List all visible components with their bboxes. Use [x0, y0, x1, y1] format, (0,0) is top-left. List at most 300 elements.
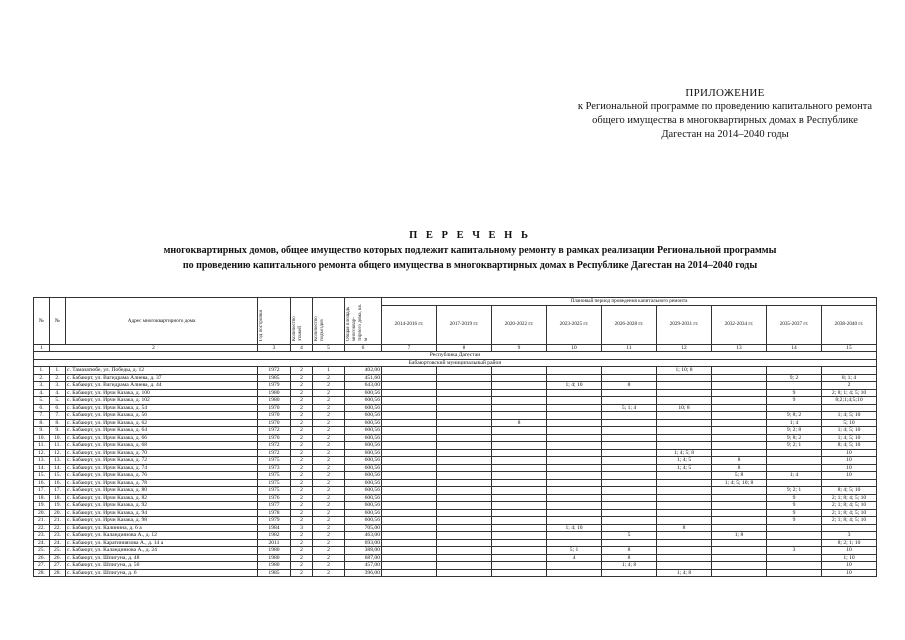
cell-period-5 — [602, 427, 657, 435]
cell-year: 1975 — [258, 457, 291, 465]
cell-area: 600,56 — [345, 449, 382, 457]
cell-area: 600,56 — [345, 412, 382, 420]
cell-period-9: 10 — [822, 569, 877, 577]
cell-en: 2 — [313, 562, 345, 570]
cell-period-5 — [602, 472, 657, 480]
cell-period-4 — [547, 472, 602, 480]
table-row — [34, 389, 877, 397]
cell-addr: с. Бабаюрт, ул. Ирчи Казака, д. 102 — [66, 397, 258, 405]
cell-n1: 16. — [34, 479, 50, 487]
document-title — [40, 228, 900, 273]
cell-addr: с. Бабаюрт, ул. Ирчи Казака, д. 80 — [66, 487, 258, 495]
cell-period-3 — [492, 382, 547, 390]
cell-en: 2 — [313, 487, 345, 495]
cell-n2: 2. — [50, 374, 66, 382]
cell-period-6: 1; 4; 8 — [657, 569, 712, 577]
table-row — [34, 494, 877, 502]
cell-period-1 — [382, 539, 437, 547]
cell-fl: 2 — [291, 442, 313, 450]
cell-period-3 — [492, 434, 547, 442]
header-address: Адрес многоквартирного дома — [66, 298, 258, 345]
cell-year: 1980 — [258, 547, 291, 555]
cell-period-6: 8 — [657, 524, 712, 532]
cell-n2: 12. — [50, 449, 66, 457]
appendix-line-1: к Региональной программе по проведению капитального ремонта — [577, 101, 873, 112]
cell-period-4 — [547, 427, 602, 435]
column-number-8: 8 — [437, 344, 492, 352]
cell-period-8: 9; 8; 2 — [767, 434, 822, 442]
cell-en: 2 — [313, 434, 345, 442]
cell-period-1 — [382, 389, 437, 397]
cell-fl: 2 — [291, 547, 313, 555]
cell-period-6: 10; 8 — [657, 404, 712, 412]
cell-period-2 — [437, 464, 492, 472]
cell-period-3 — [492, 554, 547, 562]
cell-addr: с. Бабаюрт, ул. Ирчи Казака, д. 94 — [66, 509, 258, 517]
cell-period-7 — [712, 539, 767, 547]
cell-n1: 2. — [34, 374, 50, 382]
cell-n1: 7. — [34, 412, 50, 420]
cell-period-3 — [492, 487, 547, 495]
cell-area: 600,56 — [345, 404, 382, 412]
cell-period-1 — [382, 479, 437, 487]
cell-period-6 — [657, 442, 712, 450]
header-year: Год постройки — [258, 298, 291, 345]
cell-en: 2 — [313, 539, 345, 547]
cell-area: 402,00 — [345, 367, 382, 375]
cell-n2: 17. — [50, 487, 66, 495]
cell-area: 643,00 — [345, 382, 382, 390]
cell-period-3 — [492, 494, 547, 502]
cell-year: 1980 — [258, 389, 291, 397]
cell-period-4 — [547, 397, 602, 405]
cell-period-4 — [547, 569, 602, 577]
cell-n1: 13. — [34, 457, 50, 465]
cell-period-7 — [712, 494, 767, 502]
table-row — [34, 547, 877, 555]
cell-period-9: 2; 1; 8; 4; 5; 10 — [822, 509, 877, 517]
cell-en: 2 — [313, 532, 345, 540]
cell-period-3 — [492, 457, 547, 465]
cell-period-6: 1; 4; 5 — [657, 464, 712, 472]
cell-period-9: 10 — [822, 547, 877, 555]
cell-n1: 20. — [34, 509, 50, 517]
column-number-11: 11 — [602, 344, 657, 352]
table-row — [34, 412, 877, 420]
cell-n2: 1. — [50, 367, 66, 375]
cell-period-5: 5 — [602, 532, 657, 540]
cell-period-3 — [492, 427, 547, 435]
cell-en: 2 — [313, 397, 345, 405]
cell-n2: 8. — [50, 419, 66, 427]
cell-period-9: 2 — [822, 382, 877, 390]
cell-period-6: 1; 4; 5; 8 — [657, 449, 712, 457]
cell-addr: с. Бабаюрт, ул. Шпигуна, д. 6 — [66, 569, 258, 577]
cell-addr: с. Бабаюрт, ул. Ирчи Казака, д. 82 — [66, 494, 258, 502]
cell-year: 1979 — [258, 517, 291, 525]
cell-period-6 — [657, 509, 712, 517]
cell-period-8 — [767, 569, 822, 577]
cell-n2: 21. — [50, 517, 66, 525]
cell-n1: 10. — [34, 434, 50, 442]
cell-n1: 9. — [34, 427, 50, 435]
cell-period-7 — [712, 412, 767, 420]
cell-en: 2 — [313, 464, 345, 472]
cell-period-8 — [767, 457, 822, 465]
cell-fl: 2 — [291, 494, 313, 502]
cell-period-7: 1; 4; 5; 10; 8 — [712, 479, 767, 487]
cell-n2: 7. — [50, 412, 66, 420]
cell-period-1 — [382, 554, 437, 562]
cell-addr: с. Бабаюрт, ул. Ирчи Казака, д. 64 — [66, 427, 258, 435]
cell-period-9: 2; 1; 8; 4; 5; 10 — [822, 494, 877, 502]
cell-area: 600,56 — [345, 487, 382, 495]
cell-period-6 — [657, 532, 712, 540]
cell-period-2 — [437, 502, 492, 510]
cell-period-6: 1; 10; 8 — [657, 367, 712, 375]
cell-year: 1973 — [258, 464, 291, 472]
cell-period-1 — [382, 524, 437, 532]
district-row: Бабаюртовский муниципальный район — [34, 359, 877, 367]
cell-n1: 24. — [34, 539, 50, 547]
table-row — [34, 517, 877, 525]
cell-area: 687,00 — [345, 554, 382, 562]
cell-n1: 28. — [34, 569, 50, 577]
cell-period-8 — [767, 524, 822, 532]
cell-period-4 — [547, 374, 602, 382]
cell-n1: 22. — [34, 524, 50, 532]
cell-addr: с. Бабаюрт, ул. Шпигуна, д. 48 — [66, 554, 258, 562]
cell-period-2 — [437, 547, 492, 555]
header-period-6: 2029-2031 гг. — [657, 305, 712, 344]
cell-en: 2 — [313, 389, 345, 397]
cell-period-8: 9 — [767, 494, 822, 502]
table-row — [34, 404, 877, 412]
cell-area: 388,00 — [345, 547, 382, 555]
cell-period-9: 10 — [822, 449, 877, 457]
cell-area: 396,00 — [345, 569, 382, 577]
cell-period-5 — [602, 494, 657, 502]
cell-period-4 — [547, 562, 602, 570]
cell-period-7 — [712, 419, 767, 427]
cell-period-6 — [657, 554, 712, 562]
cell-fl: 2 — [291, 457, 313, 465]
cell-period-3 — [492, 562, 547, 570]
cell-period-4 — [547, 502, 602, 510]
cell-period-3 — [492, 367, 547, 375]
cell-period-7 — [712, 434, 767, 442]
cell-addr: с. Бабаюрт, ул. Ирчи Казака, д. 68 — [66, 442, 258, 450]
header-period-3: 2020-2022 гг. — [492, 305, 547, 344]
cell-n1: 5. — [34, 397, 50, 405]
cell-year: 1972 — [258, 427, 291, 435]
cell-en: 2 — [313, 427, 345, 435]
cell-n2: 6. — [50, 404, 66, 412]
cell-period-2 — [437, 524, 492, 532]
cell-period-5 — [602, 434, 657, 442]
table-row — [34, 562, 877, 570]
column-number-7: 7 — [382, 344, 437, 352]
cell-period-5 — [602, 502, 657, 510]
cell-period-8 — [767, 449, 822, 457]
cell-period-6 — [657, 487, 712, 495]
cell-period-9 — [822, 479, 877, 487]
cell-year: 1972 — [258, 449, 291, 457]
cell-period-7 — [712, 554, 767, 562]
cell-period-1 — [382, 547, 437, 555]
title-line-2: по проведению капитального ремонта общего имущества в многоквартирных домах в Республике Дагестан на 2014–2040 годы — [182, 260, 758, 271]
cell-n2: 23. — [50, 532, 66, 540]
cell-period-1 — [382, 449, 437, 457]
cell-addr: с. Бабаюрт, ул. Ирчи Казака, д. 66 — [66, 434, 258, 442]
cell-period-5 — [602, 457, 657, 465]
cell-addr: с. Бабаюрт, ул. Калинина, д. 6 а — [66, 524, 258, 532]
cell-period-7: 5; 8 — [712, 472, 767, 480]
cell-en: 2 — [313, 449, 345, 457]
cell-year: 1976 — [258, 494, 291, 502]
title-heading: П Е Р Е Ч Е Н Ь — [409, 230, 531, 241]
cell-period-2 — [437, 479, 492, 487]
cell-fl: 2 — [291, 419, 313, 427]
table-row — [34, 449, 877, 457]
cell-period-2 — [437, 374, 492, 382]
cell-period-4 — [547, 404, 602, 412]
cell-period-3 — [492, 502, 547, 510]
cell-period-4 — [547, 517, 602, 525]
cell-fl: 2 — [291, 367, 313, 375]
cell-area: 600,56 — [345, 464, 382, 472]
column-number-5: 5 — [313, 344, 345, 352]
cell-addr: с. Бабаюрт, ул. Ирчи Казака, д. 54 — [66, 404, 258, 412]
cell-en: 2 — [313, 502, 345, 510]
table-row — [34, 509, 877, 517]
cell-n2: 22. — [50, 524, 66, 532]
cell-addr: с. Тамазатюбе, ул. Победы, д. 12 — [66, 367, 258, 375]
cell-period-3 — [492, 509, 547, 517]
cell-en: 2 — [313, 412, 345, 420]
cell-area: 600,56 — [345, 419, 382, 427]
cell-year: 1975 — [258, 487, 291, 495]
cell-period-3 — [492, 389, 547, 397]
cell-period-3 — [492, 539, 547, 547]
cell-n1: 12. — [34, 449, 50, 457]
cell-area: 600,56 — [345, 472, 382, 480]
table-row — [34, 487, 877, 495]
cell-period-1 — [382, 457, 437, 465]
cell-en: 2 — [313, 554, 345, 562]
cell-addr: с. Бабаюрт, ул. Ирчи Казака, д. 72 — [66, 457, 258, 465]
cell-n2: 13. — [50, 457, 66, 465]
cell-fl: 2 — [291, 509, 313, 517]
cell-period-8: 1; 4 — [767, 472, 822, 480]
table-row — [34, 457, 877, 465]
cell-period-5: 8 — [602, 554, 657, 562]
cell-period-9: 8;2;1;4;5;10 — [822, 397, 877, 405]
cell-year: 1985 — [258, 374, 291, 382]
cell-fl: 2 — [291, 562, 313, 570]
cell-year: 1984 — [258, 524, 291, 532]
column-number-15: 15 — [822, 344, 877, 352]
cell-period-5 — [602, 449, 657, 457]
table-row — [34, 479, 877, 487]
cell-addr: с. Бабаюрт, ул. Ирчи Казака, д. 98 — [66, 517, 258, 525]
table-row — [34, 442, 877, 450]
cell-period-2 — [437, 434, 492, 442]
table-row — [34, 427, 877, 435]
cell-addr: с. Бабаюрт, ул. Вагидрама Алиева, д. 44 — [66, 382, 258, 390]
cell-period-1 — [382, 509, 437, 517]
cell-year: 1980 — [258, 562, 291, 570]
cell-period-8: 3 — [767, 547, 822, 555]
cell-en: 2 — [313, 419, 345, 427]
cell-en: 2 — [313, 472, 345, 480]
cell-period-5: 5; 1; 4 — [602, 404, 657, 412]
cell-en: 2 — [313, 374, 345, 382]
cell-period-3 — [492, 464, 547, 472]
column-number-14: 14 — [767, 344, 822, 352]
cell-period-9: 8; 4; 5; 10 — [822, 487, 877, 495]
cell-period-7 — [712, 382, 767, 390]
cell-n2: 19. — [50, 502, 66, 510]
cell-addr: с. Бабаюрт, ул. Ирчи Казака, д. 76 — [66, 472, 258, 480]
table-row — [34, 502, 877, 510]
cell-period-2 — [437, 532, 492, 540]
cell-period-3 — [492, 532, 547, 540]
cell-period-9: 1; 4; 5; 10 — [822, 412, 877, 420]
cell-period-7 — [712, 509, 767, 517]
cell-period-9 — [822, 404, 877, 412]
cell-period-6 — [657, 479, 712, 487]
column-number-6: 6 — [345, 344, 382, 352]
cell-period-2 — [437, 427, 492, 435]
cell-area: 600,56 — [345, 494, 382, 502]
cell-period-8 — [767, 554, 822, 562]
cell-period-4 — [547, 449, 602, 457]
table-row — [34, 524, 877, 532]
cell-period-5 — [602, 464, 657, 472]
cell-area: 600,56 — [345, 389, 382, 397]
cell-fl: 2 — [291, 382, 313, 390]
cell-period-9: 1; 4; 5; 10 — [822, 434, 877, 442]
cell-period-5 — [602, 412, 657, 420]
cell-fl: 2 — [291, 517, 313, 525]
table-row — [34, 434, 877, 442]
appendix-line-3: Дагестан на 2014–2040 годы — [661, 129, 789, 140]
column-number-3: 3 — [258, 344, 291, 352]
cell-period-1 — [382, 442, 437, 450]
cell-period-6 — [657, 547, 712, 555]
cell-period-6 — [657, 502, 712, 510]
cell-period-1 — [382, 412, 437, 420]
header-period-8: 2035-2037 гг. — [767, 305, 822, 344]
cell-addr: с. Бабаюрт, ул. Вагидрама Алиева, д. 37 — [66, 374, 258, 382]
column-number-13: 13 — [712, 344, 767, 352]
cell-en: 2 — [313, 457, 345, 465]
cell-period-7: 8 — [712, 464, 767, 472]
cell-n2: 20. — [50, 509, 66, 517]
cell-en: 2 — [313, 569, 345, 577]
cell-year: 1975 — [258, 472, 291, 480]
cell-addr: с. Бабаюрт, ул. Ирчи Казака, д. 70 — [66, 449, 258, 457]
cell-n2: 15. — [50, 472, 66, 480]
cell-fl: 2 — [291, 539, 313, 547]
cell-period-1 — [382, 367, 437, 375]
cell-period-8: 9 — [767, 517, 822, 525]
header-period-5: 2026-2028 гг. — [602, 305, 657, 344]
cell-period-8: 9; 2; 1 — [767, 442, 822, 450]
cell-period-9 — [822, 367, 877, 375]
cell-area: 600,56 — [345, 517, 382, 525]
cell-fl: 2 — [291, 502, 313, 510]
cell-period-4 — [547, 539, 602, 547]
cell-fl: 2 — [291, 554, 313, 562]
cell-period-4: 1; 4; 10 — [547, 382, 602, 390]
cell-period-4 — [547, 457, 602, 465]
cell-n2: 18. — [50, 494, 66, 502]
cell-period-2 — [437, 517, 492, 525]
header-period-9: 2038-2040 гг. — [822, 305, 877, 344]
cell-addr: с. Бабаюрт, ул. Каратиниязова А., д. 14 а — [66, 539, 258, 547]
cell-period-8 — [767, 404, 822, 412]
cell-period-1 — [382, 464, 437, 472]
cell-period-6 — [657, 539, 712, 547]
cell-addr: с. Бабаюрт, ул. Ирчи Казака, д. 62 — [66, 419, 258, 427]
cell-period-1 — [382, 562, 437, 570]
cell-year: 1980 — [258, 397, 291, 405]
cell-period-7 — [712, 449, 767, 457]
cell-period-6 — [657, 397, 712, 405]
cell-period-9: 1; 4; 5; 10 — [822, 427, 877, 435]
cell-period-9: 10 — [822, 457, 877, 465]
cell-area: 600,56 — [345, 509, 382, 517]
cell-period-3 — [492, 569, 547, 577]
cell-n2: 28. — [50, 569, 66, 577]
cell-area: 600,56 — [345, 457, 382, 465]
cell-period-5 — [602, 569, 657, 577]
cell-period-1 — [382, 472, 437, 480]
cell-period-3 — [492, 397, 547, 405]
cell-year: 1978 — [258, 509, 291, 517]
cell-n1: 18. — [34, 494, 50, 502]
header-period-2: 2017-2019 гг. — [437, 305, 492, 344]
cell-fl: 3 — [291, 524, 313, 532]
cell-period-7 — [712, 442, 767, 450]
appendix-line-2: общего имущества в многоквартирных домах в Республике — [592, 115, 858, 126]
cell-period-2 — [437, 419, 492, 427]
column-number-1: 1 — [34, 344, 50, 352]
appendix-heading: ПРИЛОЖЕНИЕ — [685, 87, 765, 99]
cell-period-7 — [712, 367, 767, 375]
cell-period-5 — [602, 367, 657, 375]
cell-period-7 — [712, 427, 767, 435]
cell-period-4 — [547, 412, 602, 420]
cell-period-7 — [712, 487, 767, 495]
header-period-1: 2014-2016 гг. — [382, 305, 437, 344]
cell-en: 2 — [313, 494, 345, 502]
cell-addr: с. Бабаюрт, ул. Ирчи Казака, д. 74 — [66, 464, 258, 472]
cell-fl: 2 — [291, 449, 313, 457]
cell-n1: 17. — [34, 487, 50, 495]
cell-period-9: 8; 1; 4 — [822, 374, 877, 382]
cell-period-3 — [492, 374, 547, 382]
cell-period-8 — [767, 382, 822, 390]
table-row — [34, 569, 877, 577]
cell-period-6 — [657, 517, 712, 525]
column-number-2: 2 — [50, 344, 258, 352]
cell-n2: 9. — [50, 427, 66, 435]
cell-period-5 — [602, 479, 657, 487]
cell-period-1 — [382, 434, 437, 442]
